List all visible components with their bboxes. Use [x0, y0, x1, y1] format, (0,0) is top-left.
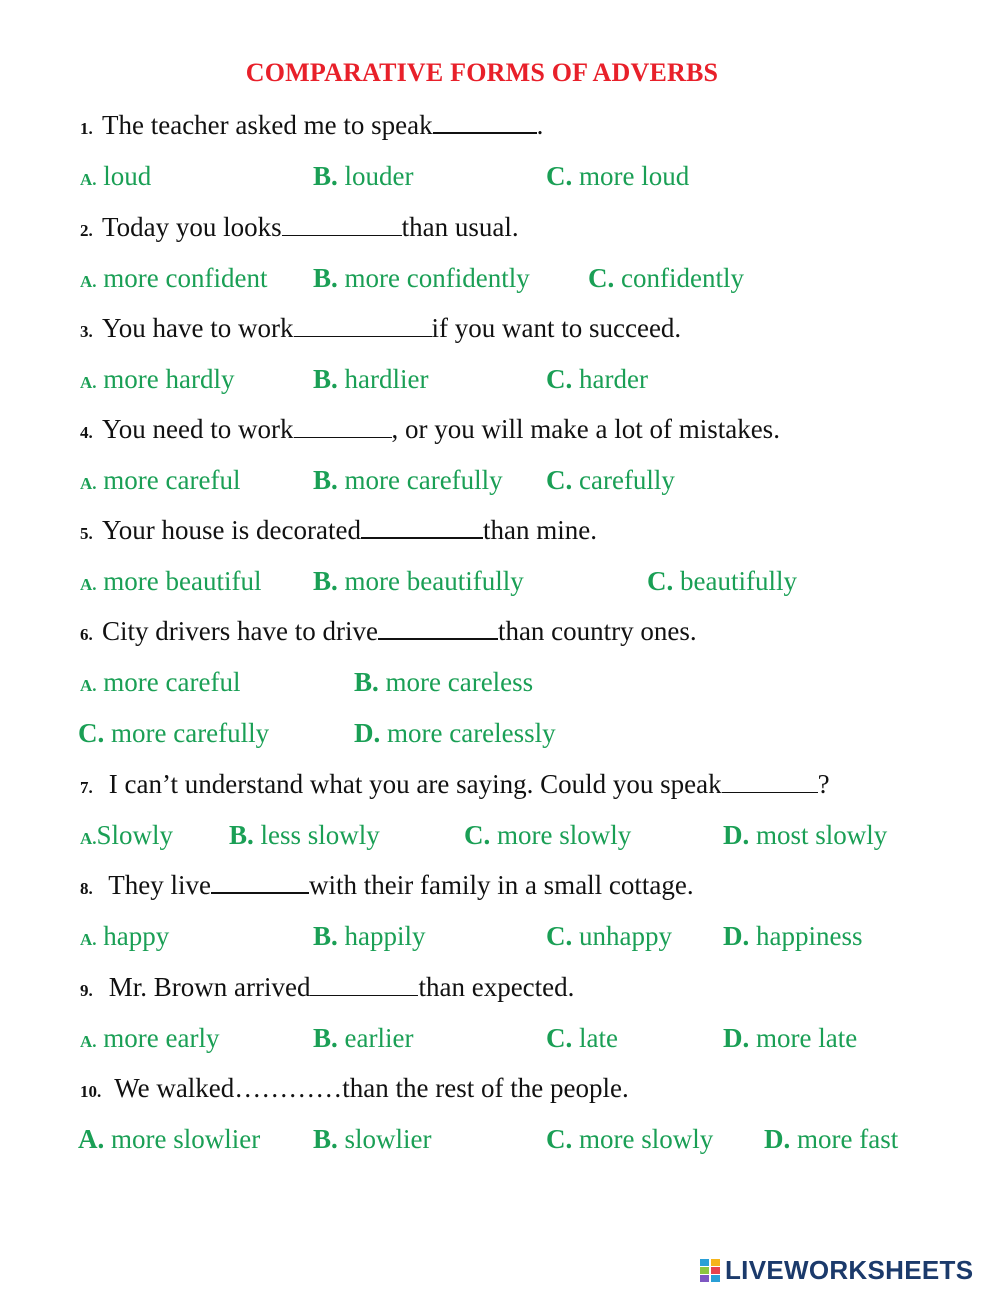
question-4: 4. You need to work , or you will make a lot of mistakes. — [80, 414, 780, 444]
question-9: 9. Mr. Brown arrived than expected. — [80, 972, 575, 1002]
option-10d[interactable]: D. more fast — [764, 1124, 899, 1154]
question-5: 5. Your house is decorated than mine. — [80, 515, 597, 545]
answer-blank[interactable] — [361, 515, 483, 539]
option-6c[interactable]: C. more carefully — [78, 718, 270, 748]
brand-name: LIVEWORKSHEETS — [725, 1254, 974, 1285]
answer-blank[interactable] — [310, 973, 418, 996]
question-8: 8. They live with their family in a small cottage. — [80, 870, 694, 900]
option-2a[interactable]: A. more confident — [80, 263, 268, 293]
option-8a[interactable]: A. happy — [80, 921, 170, 951]
answer-blank[interactable] — [282, 213, 402, 236]
option-6b[interactable]: B. more careless — [354, 667, 534, 697]
option-6a[interactable]: A. more careful — [80, 667, 241, 697]
option-10c[interactable]: C. more slowly — [546, 1124, 714, 1154]
option-7c[interactable]: C. more slowly — [464, 820, 632, 850]
option-8c[interactable]: C. unhappy — [546, 921, 672, 951]
option-1a[interactable]: A. loud — [80, 161, 152, 191]
option-9c[interactable]: C. late — [546, 1023, 618, 1053]
question-7: 7. I can’t understand what you are saying. Could you speak ? — [80, 769, 830, 799]
option-3c[interactable]: C. harder — [546, 364, 648, 394]
option-5a[interactable]: A. more beautiful — [80, 566, 262, 596]
answer-blank[interactable] — [294, 314, 432, 337]
answer-blank[interactable] — [378, 616, 498, 640]
option-2c[interactable]: C. confidently — [588, 263, 744, 293]
option-5b[interactable]: B. more beautifully — [313, 566, 524, 596]
answer-blank[interactable] — [211, 870, 309, 894]
option-8d[interactable]: D. happiness — [723, 921, 863, 951]
option-4b[interactable]: B. more carefully — [313, 465, 503, 495]
option-6d[interactable]: D. more carelessly — [354, 718, 556, 748]
answer-blank[interactable] — [722, 770, 818, 793]
question-10: 10. We walked…………than the rest of the people. — [80, 1073, 629, 1103]
option-7a[interactable]: A.Slowly — [80, 820, 174, 850]
question-3: 3. You have to work if you want to succeed. — [80, 313, 682, 343]
option-9d[interactable]: D. more late — [723, 1023, 858, 1053]
liveworksheets-blocks-icon — [700, 1257, 722, 1283]
option-3b[interactable]: B. hardlier — [313, 364, 429, 394]
option-5c[interactable]: C. beautifully — [647, 566, 797, 596]
question-6: 6. City drivers have to drive than country ones. — [80, 616, 697, 646]
option-7d[interactable]: D. most slowly — [723, 820, 888, 850]
option-9b[interactable]: B. earlier — [313, 1023, 414, 1053]
option-10a[interactable]: A. more slowlier — [78, 1124, 261, 1154]
option-1b[interactable]: B. louder — [313, 161, 414, 191]
answer-blank-dots[interactable]: ………… — [234, 1073, 343, 1103]
option-4c[interactable]: C. carefully — [546, 465, 675, 495]
option-8b[interactable]: B. happily — [313, 921, 426, 951]
question-2: 2. Today you looks than usual. — [80, 212, 519, 242]
option-3a[interactable]: A. more hardly — [80, 364, 235, 394]
option-1c[interactable]: C. more loud — [546, 161, 690, 191]
option-9a[interactable]: A. more early — [80, 1023, 220, 1053]
liveworksheets-logo[interactable] — [700, 1255, 973, 1285]
option-4a[interactable]: A. more careful — [80, 465, 241, 495]
answer-blank[interactable] — [433, 110, 537, 134]
page-title: COMPARATIVE FORMS OF ADVERBS — [245, 58, 719, 87]
question-1: 1. The teacher asked me to speak . — [80, 110, 544, 140]
option-7b[interactable]: B. less slowly — [229, 820, 380, 850]
answer-blank[interactable] — [294, 415, 392, 438]
option-10b[interactable]: B. slowlier — [313, 1124, 432, 1154]
option-2b[interactable]: B. more confidently — [313, 263, 530, 293]
